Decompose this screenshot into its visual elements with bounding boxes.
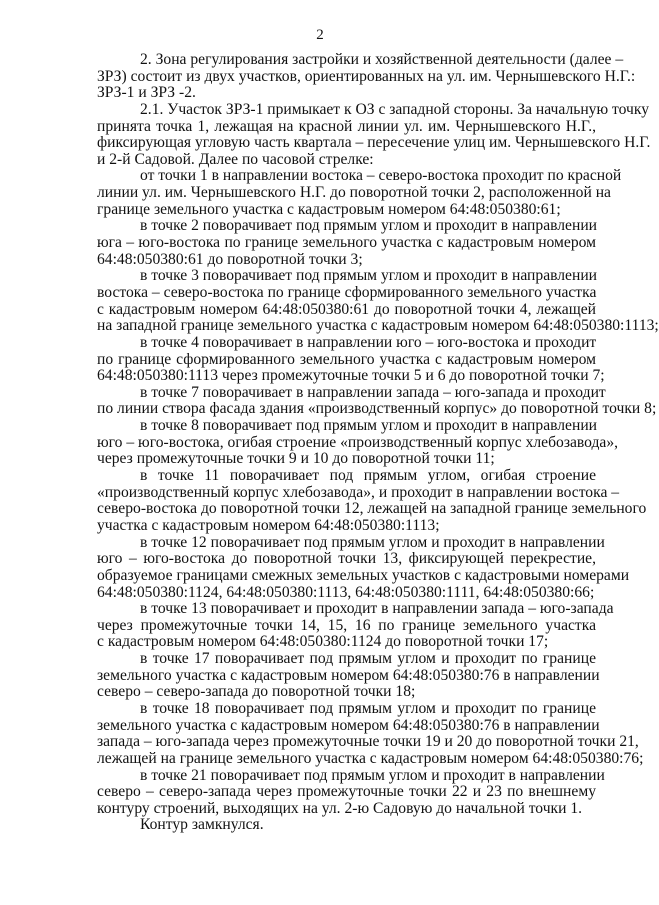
paragraph — [97, 417, 619, 468]
text-line: земельного участка с кадастровым номером 64:48:050380:76 в направлении — [97, 666, 600, 684]
text-line: линии ул. им. Чернышевского Н.Г. до поворотной точки 2, расположенной на — [97, 184, 611, 202]
text-line: образуемое границами смежных земельных участков с кадастровыми номерами — [97, 566, 630, 584]
text-line: контуру строений, выходящих на ул. 2-ю Садовую до начальной точки 1. — [97, 799, 583, 817]
text-line: ЗРЗ-1 и ЗРЗ -2. — [97, 84, 196, 102]
text-line: запада – юго-запада через промежуточные точки 19 и 20 до поворотной точки 21, — [97, 733, 639, 751]
text-line: с кадастровым номером 64:48:050380:1124 до поворотной точки 17; — [97, 633, 549, 651]
paragraph — [97, 817, 596, 834]
text-line: 2.1. Участок ЗРЗ-1 примыкает к ОЗ с западной стороны. За начальную точку — [140, 100, 650, 118]
text-line: ЗРЗ) состоит из двух участков, ориентированных на ул. им. Чернышевского Н.Г.: — [97, 67, 636, 85]
text-line: фиксирующая угловую часть квартала – пересечение улиц им. Чернышевского Н.Г. — [97, 134, 651, 152]
paragraph — [97, 766, 605, 818]
text-line: и 2-й Садовой. Далее по часовой стрелке: — [97, 150, 374, 168]
page-number: 2 — [316, 27, 324, 43]
text-line: 2. Зона регулирования застройки и хозяйственной деятельности (далее – — [140, 51, 624, 68]
text-line: «производственный корпус хлебозавода», и проходит в направлении востока – — [97, 483, 620, 501]
text-line: по границе сформированного земельного участка с кадастровым номером — [97, 350, 596, 368]
text-line: участка с кадастровым номером 64:48:050380:1113; — [97, 516, 440, 534]
text-line: в точке 17 поворачивает под прямым углом и проходит по границе — [140, 650, 596, 668]
text-line: лежащей на границе земельного участка с кадастровым номером 64:48:050380:76; — [97, 749, 644, 767]
text-line: северо – северо-запада через промежуточные точки 22 и 23 по внешнему — [97, 783, 596, 801]
text-line: юго – юго-востока до поворотной точки 13, фиксирующей перекрестие, — [97, 550, 596, 568]
text-line: в точке 21 поворачивает под прямым углом и проходит в направлении — [140, 766, 605, 784]
paragraph — [97, 650, 600, 701]
text-line: востока – северо-востока по границе сформированного земельного участка — [97, 283, 597, 301]
document-body — [97, 51, 659, 834]
text-line: Контур замкнулся. — [140, 816, 264, 834]
text-line: 64:48:050380:1124, 64:48:050380:1113, 64:48:050380:1111, 64:48:050380:66; — [97, 583, 595, 601]
text-line: юго – юго-востока, огибая строение «производственный корпус хлебозавода», — [97, 433, 619, 451]
text-line: с кадастровым номером 64:48:050380:61 до поворотной точки 4, лежащей — [97, 300, 596, 318]
paragraph — [97, 218, 596, 268]
text-line: северо-востока до поворотной точки 12, лежащей на западной границе земельного — [97, 500, 647, 518]
paragraph — [97, 51, 636, 102]
paragraph — [97, 467, 647, 535]
text-line: юга – юго-востока по границе земельного участка с кадастровым номером — [97, 234, 596, 252]
text-line: земельного участка с кадастровым номером 64:48:050380:76 в направлении — [97, 716, 600, 734]
text-line: по линии створа фасада здания «производственный корпус» до поворотной точки 8; — [97, 400, 657, 418]
text-line: через промежуточные точки 14, 15, 16 по границе земельного участка — [97, 616, 596, 634]
paragraph — [97, 333, 605, 385]
paragraph — [97, 167, 622, 218]
text-line: в точке 8 поворачивает под прямым углом и проходит в направлении — [140, 417, 598, 435]
text-line: в точке 18 поворачивает под прямым углом и проходит по границе — [140, 699, 596, 717]
text-line: в точке 2 поворачивает под прямым углом и проходит в направлении — [140, 217, 598, 235]
text-line: через промежуточные точки 9 и 10 до поворотной точки 11; — [97, 450, 495, 468]
paragraph — [97, 600, 614, 651]
text-line: на западной границе земельного участка с кадастровым номером 64:48:050380:1113; — [97, 317, 659, 335]
text-line: в точке 12 поворачивает под прямым углом и проходит в направлении — [140, 533, 605, 551]
text-line: в точке 4 поворачивает в направлении юго – юго-востока и проходит — [140, 333, 597, 351]
text-line: в точке 13 поворачивает и проходит в направлении запада – юго-запада — [140, 600, 614, 618]
paragraph — [97, 383, 657, 418]
text-line: северо – северо-запада до поворотной точки 18; — [97, 683, 416, 701]
text-line: принята точка 1, лежащая на красной линии ул. им. Чернышевского Н.Г., — [97, 117, 596, 135]
text-line: в точке 7 поворачивает в направлении запада – юго-запада и проходит — [140, 383, 606, 401]
paragraph — [97, 699, 644, 768]
paragraph — [97, 267, 659, 335]
paragraph — [97, 533, 630, 602]
text-line: 64:48:050380:1113 через промежуточные точки 5 и 6 до поворотной точки 7; — [97, 367, 605, 385]
paragraph — [97, 100, 651, 169]
text-line: границе земельного участка с кадастровым номером 64:48:050380:61; — [97, 200, 561, 218]
text-line: в точке 11 поворачивает под прямым углом, огибая строение — [140, 467, 596, 485]
text-line: от точки 1 в направлении востока – северо-востока проходит по красной — [140, 167, 622, 185]
text-line: в точке 3 поворачивает под прямым углом и проходит в направлении — [140, 267, 598, 285]
text-line: 64:48:050380:61 до поворотной точки 3; — [97, 250, 363, 268]
